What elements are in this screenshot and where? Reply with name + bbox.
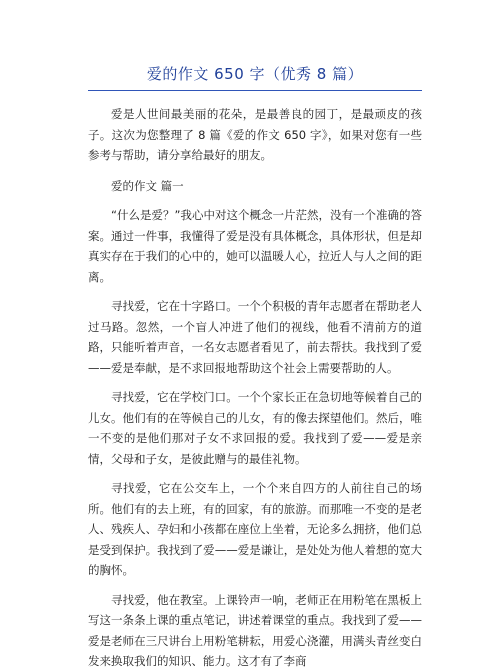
body-paragraph-3: 寻找爱，它在学校门口。一个个家长正在急切地等候着自己的儿女。他们有的在等候自己的儿女，有的像去探望他们。然后，唯一不变的是他们那对子女不求回报的爱。我找到了爱——爱是亲情，父母和子女，是彼此赠与的最佳礼物。: [88, 390, 422, 466]
body-paragraph-1: “什么是爱？”我心中对这个概念一片茫然，没有一个准确的答案。通过一件事，我懂得了爱是没有具体概念，具体形状，但是却真实存在于我们的心中的，她可以温暖人心，拉近人与人之间的距离。: [88, 208, 422, 284]
body-paragraph-2: 寻找爱，它在十字路口。一个个积极的青年志愿者在帮助老人过马路。忽然，一个盲人冲进了他们的视线，他看不清前方的道路，只能听着声音，一名女志愿者看见了，前去帮扶。我找到了爱——爱是奉献，是不求回报地帮助这个社会上需要帮助的人。: [88, 299, 422, 375]
intro-paragraph: 爱是人世间最美丽的花朵，是最善良的园丁，是最顽皮的孩子。这次为您整理了 8 篇《爱的作文 650 字》，如果对您有一些参考与帮助，请分享给最好的朋友。: [88, 107, 422, 162]
document-title: 爱的作文 650 字（优秀 8 篇）: [146, 65, 364, 83]
body-paragraph-4: 寻找爱，它在公交车上，一个个来自四方的人前往自己的场所。他们有的去上班，有的回家，有的旅游。而那唯一不变的是老人、残疾人、孕妇和小孩都在座位上坐着，无论多么拥挤，他们总是受到保护。我找到了爱——爱是谦让，是处处为他人着想的宽大的胸怀。: [88, 481, 422, 577]
section-heading: 爱的作文 篇一: [111, 178, 184, 193]
title-underline: [88, 90, 422, 91]
body-paragraph-5: 寻找爱，他在教室。上课铃声一响，老师正在用粉笔在黑板上写这一条条上课的重点笔记，讲述着课堂的重点。我找到了爱——爱是老师在三尺讲台上用粉笔耕耘，用爱心浇灌，用满头青丝变白发来换取我们的知识、能力。这才有了李商: [88, 592, 422, 668]
